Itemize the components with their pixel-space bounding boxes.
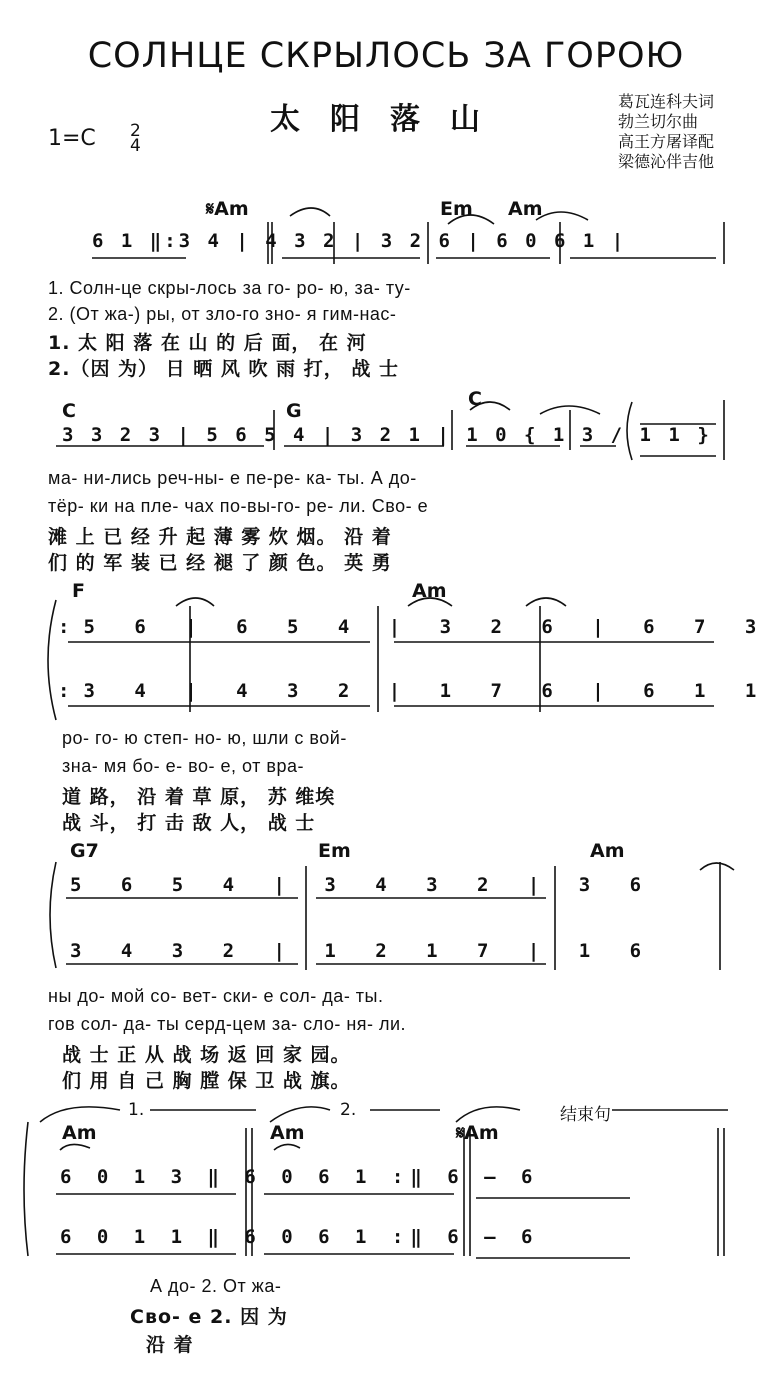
chord-symbol: Am (412, 580, 447, 602)
lyric-line-ru: ма- ни-лись реч-ны- е пе-ре- ка- ты. А до- (48, 468, 417, 488)
lyric-line-zh: 沿 着 (146, 1334, 194, 1356)
melody-notes: 3 3 2 3 | 5 6 5 4 | 3 2 1 | 1 0 { 1 3 / 1 1 } (62, 424, 712, 446)
chord-symbol: C (62, 400, 76, 422)
credit-guitar: 梁德沁伴吉他 (618, 152, 715, 171)
chord-symbol: G (286, 400, 302, 422)
melody-notes-upper: :5 6 | 6 5 4 | 3 2 6 | 6 7 3 (58, 616, 771, 638)
melody-notes-upper: 6 0 1 3 ‖ 6 0 6 1 :‖ 6 — 6 (60, 1166, 540, 1188)
lyric-line-ru: ро- го- ю степ- но- ю, шли с вой- (62, 728, 347, 748)
melody-notes: 6 1 ‖:3 4 | 4 3 2 | 3 2 6 | 6 0 6 1 | (92, 230, 627, 252)
chord-symbol: Am (590, 840, 625, 862)
ending-marker-first: 1. (128, 1100, 145, 1120)
lyric-line-ru: 1. Солн-це скры-лось за го- ро- ю, за- ту- (48, 278, 411, 298)
time-signature-bottom: 4 (130, 136, 141, 156)
lyric-line-ru: тёр- ки на пле- чах по-вы-го- ре- ли. Сво- е (48, 496, 429, 516)
chord-symbol: Am (270, 1122, 305, 1144)
lyric-line-zh: 道 路， 沿 着 草 原， 苏 维埃 (62, 786, 336, 808)
melody-notes-lower: 6 0 1 1 ‖ 6 0 6 1 :‖ 6 — 6 (60, 1226, 540, 1248)
lyric-line-ru: 2. (От жа-) ры, от зло-го зно- я гим-нас- (48, 304, 397, 324)
lyric-line-zh: 战 斗， 打 击 敌 人， 战 士 (62, 812, 316, 834)
chord-symbol: Am (62, 1122, 97, 1144)
lyric-line-zh: 们 的 军 装 已 经 褪 了 颜 色。 英 勇 (48, 552, 392, 574)
credit-composer: 勃兰切尔曲 (618, 112, 699, 131)
chord-symbol: 𝄋Am (456, 1122, 499, 1144)
chord-symbol: Am (508, 198, 543, 220)
melody-notes-lower: :3 4 | 4 3 2 | 1 7 6 | 6 1 1 (58, 680, 771, 702)
melody-notes-upper: 5 6 5 4 | 3 4 3 2 | 3 6 (70, 874, 656, 896)
lyric-line-zh: 2.（因 为） 日 晒 风 吹 雨 打， 战 士 (48, 358, 399, 380)
lyric-line-ru: зна- мя бо- е- во- е, от вра- (62, 756, 304, 776)
ending-marker-second: 2. (340, 1100, 357, 1120)
lyric-line-zh: 1. 太 阳 落 在 山 的 后 面， 在 河 (48, 332, 367, 354)
ending-marker-final: 结束句 (560, 1105, 611, 1125)
credit-lyricist: 葛瓦连科夫词 (618, 92, 715, 111)
lyric-line-zh: 们 用 自 己 胸 膛 保 卫 战 旗。 (62, 1070, 351, 1092)
chord-symbol: 𝄋Am (206, 198, 249, 220)
lyric-line-mixed: Сво- е 2. 因 为 (130, 1306, 288, 1328)
chord-symbol: F (72, 580, 85, 602)
song-title-russian: СОЛНЦЕ СКРЫЛОСЬ ЗА ГОРОЮ (87, 36, 685, 76)
chord-symbol: G7 (70, 840, 99, 862)
lyric-line-zh: 战 士 正 从 战 场 返 回 家 园。 (62, 1044, 351, 1066)
chord-symbol: Em (440, 198, 473, 220)
credit-translator: 高王方屠译配 (618, 132, 715, 151)
lyric-line-ru: гов сол- да- ты серд-цем за- сло- ня- ли. (48, 1014, 407, 1034)
song-title-chinese: 太阳落山 (270, 102, 510, 137)
lyric-line-ru: А до- 2. От жа- (150, 1276, 282, 1296)
melody-notes-lower: 3 4 3 2 | 1 2 1 7 | 1 6 (70, 940, 656, 962)
time-signature-top: 2 (130, 121, 141, 141)
chord-symbol: C (468, 388, 482, 410)
lyric-line-ru: ны до- мой со- вет- ски- е сол- да- ты. (48, 986, 384, 1006)
lyric-line-zh: 滩 上 已 经 升 起 薄 雾 炊 烟。 沿 着 (48, 526, 392, 548)
chord-symbol: Em (318, 840, 351, 862)
key-signature: 1=C (48, 126, 96, 151)
